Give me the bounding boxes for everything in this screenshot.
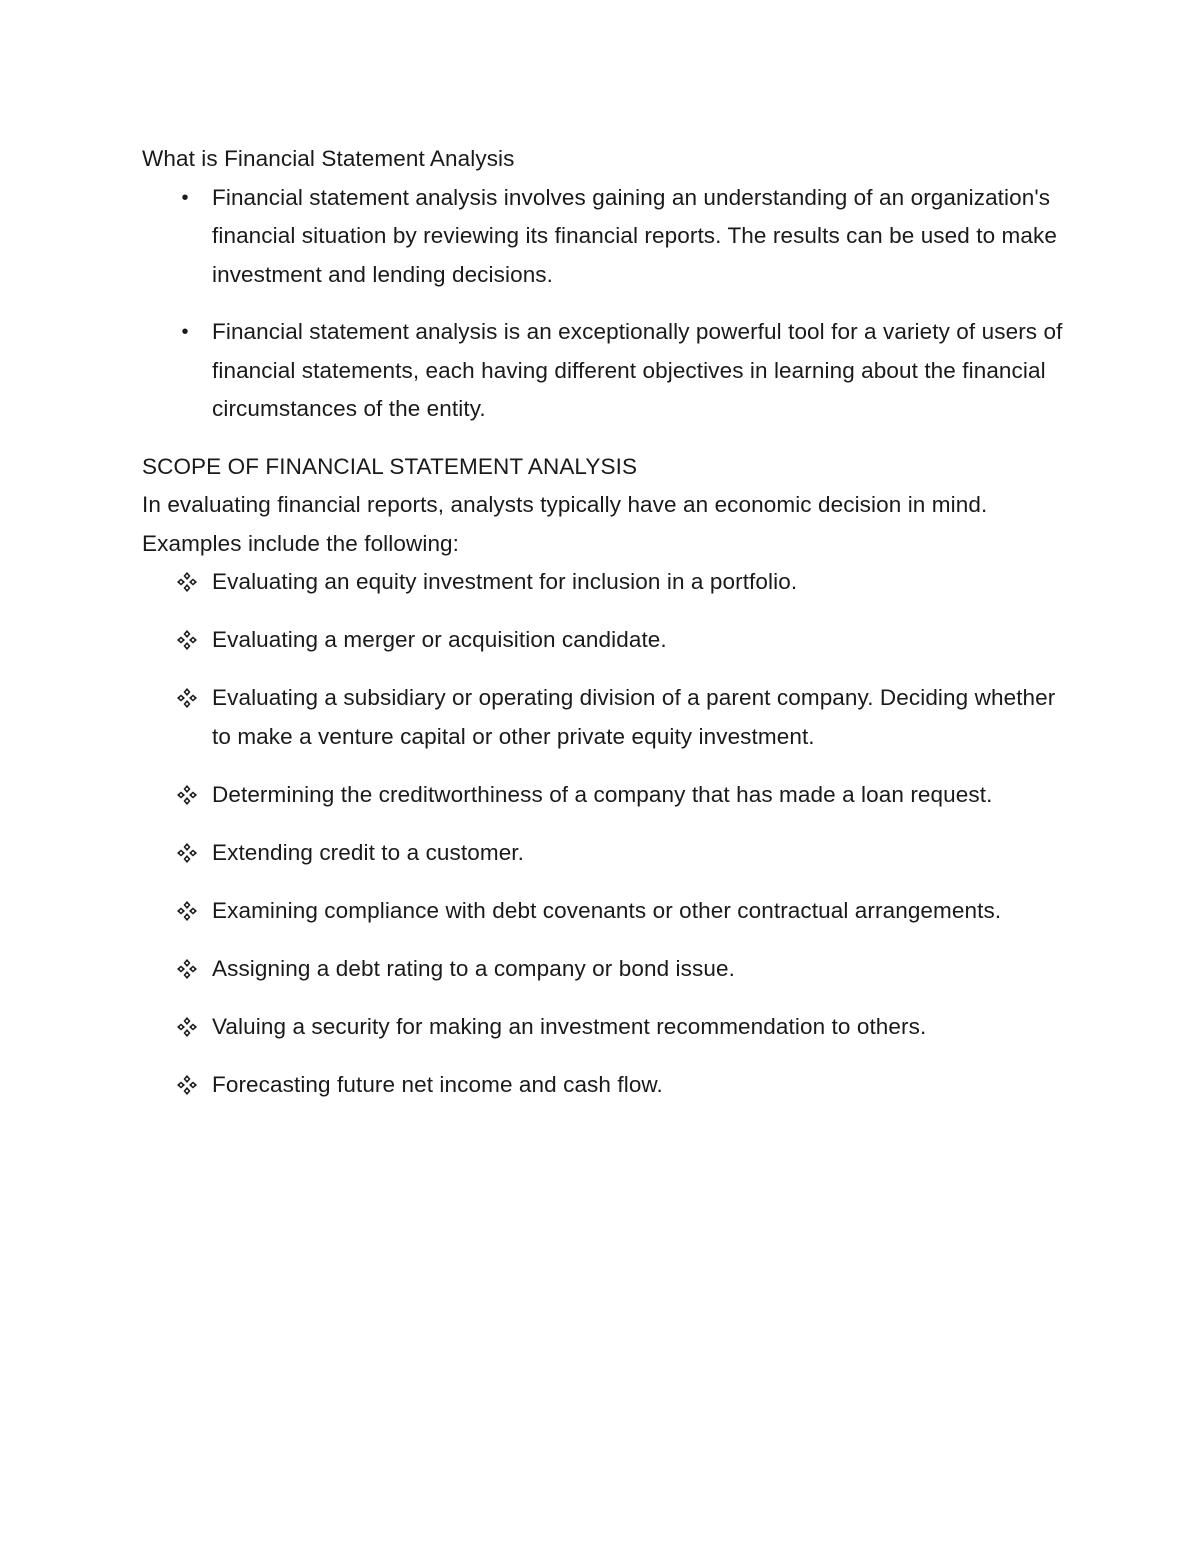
list-item-text: Assigning a debt rating to a company or bond issue.: [212, 955, 735, 981]
list-item: [142, 950, 1072, 989]
list-item-text: Evaluating a merger or acquisition candidate.: [212, 627, 667, 652]
list-item-text: Financial statement analysis involves gaining an understanding of an organization's financial situation by reviewing its financial reports. The results can be used to make investment and lending decisions.: [212, 184, 1057, 287]
four-diamond-icon: [176, 776, 200, 815]
four-diamond-icon: [176, 563, 200, 602]
examples-list: [142, 563, 1072, 1104]
list-item: [142, 1066, 1072, 1105]
document-content: [142, 140, 1072, 1124]
list-item-text: Extending credit to a customer.: [212, 839, 525, 865]
list-item-text: Evaluating a subsidiary or operating division of a parent company. Deciding whether to make a venture capital or other private equity investment.: [212, 685, 1056, 749]
four-diamond-icon: [176, 834, 200, 873]
four-diamond-icon: [176, 1008, 200, 1047]
list-item-text: Valuing a security for making an investment recommendation to others.: [212, 1013, 927, 1039]
list-item: [142, 313, 1072, 429]
list-item: [142, 679, 1072, 756]
four-diamond-icon: [176, 892, 200, 931]
list-item: [142, 563, 1072, 602]
four-diamond-icon: [176, 679, 200, 718]
section-heading-what-is: What is Financial Statement Analysis: [142, 146, 515, 171]
list-item-text: Determining the creditworthiness of a company that has made a loan request.: [212, 781, 993, 807]
bullet-dot-icon: •: [181, 186, 189, 209]
list-item: [142, 621, 1072, 660]
list-item-text: Forecasting future net income and cash flow.: [212, 1071, 663, 1097]
list-item: [142, 776, 1072, 815]
list-item-text: Examining compliance with debt covenants or other contractual arrangements.: [212, 897, 1002, 923]
section-heading-scope: SCOPE OF FINANCIAL STATEMENT ANALYSIS: [142, 453, 638, 479]
bullet-dot-icon: •: [181, 321, 189, 343]
four-diamond-icon: [176, 621, 200, 660]
four-diamond-icon: [176, 950, 200, 989]
four-diamond-icon: [176, 1066, 200, 1105]
list-item: [142, 834, 1072, 873]
list-item: [142, 892, 1072, 931]
list-item: [142, 1008, 1072, 1047]
list-item-text: Financial statement analysis is an exceptionally powerful tool for a variety of users of financial statements, each having different objectives in learning about the financial circumstances of the entity.: [212, 319, 1063, 421]
intro-paragraph: In evaluating financial reports, analysts typically have an economic decision in mind. Examples include the following:: [142, 492, 988, 556]
definition-bullet-list: [142, 179, 1072, 429]
list-item-text: Evaluating an equity investment for inclusion in a portfolio.: [212, 569, 798, 594]
list-item: [142, 179, 1072, 295]
